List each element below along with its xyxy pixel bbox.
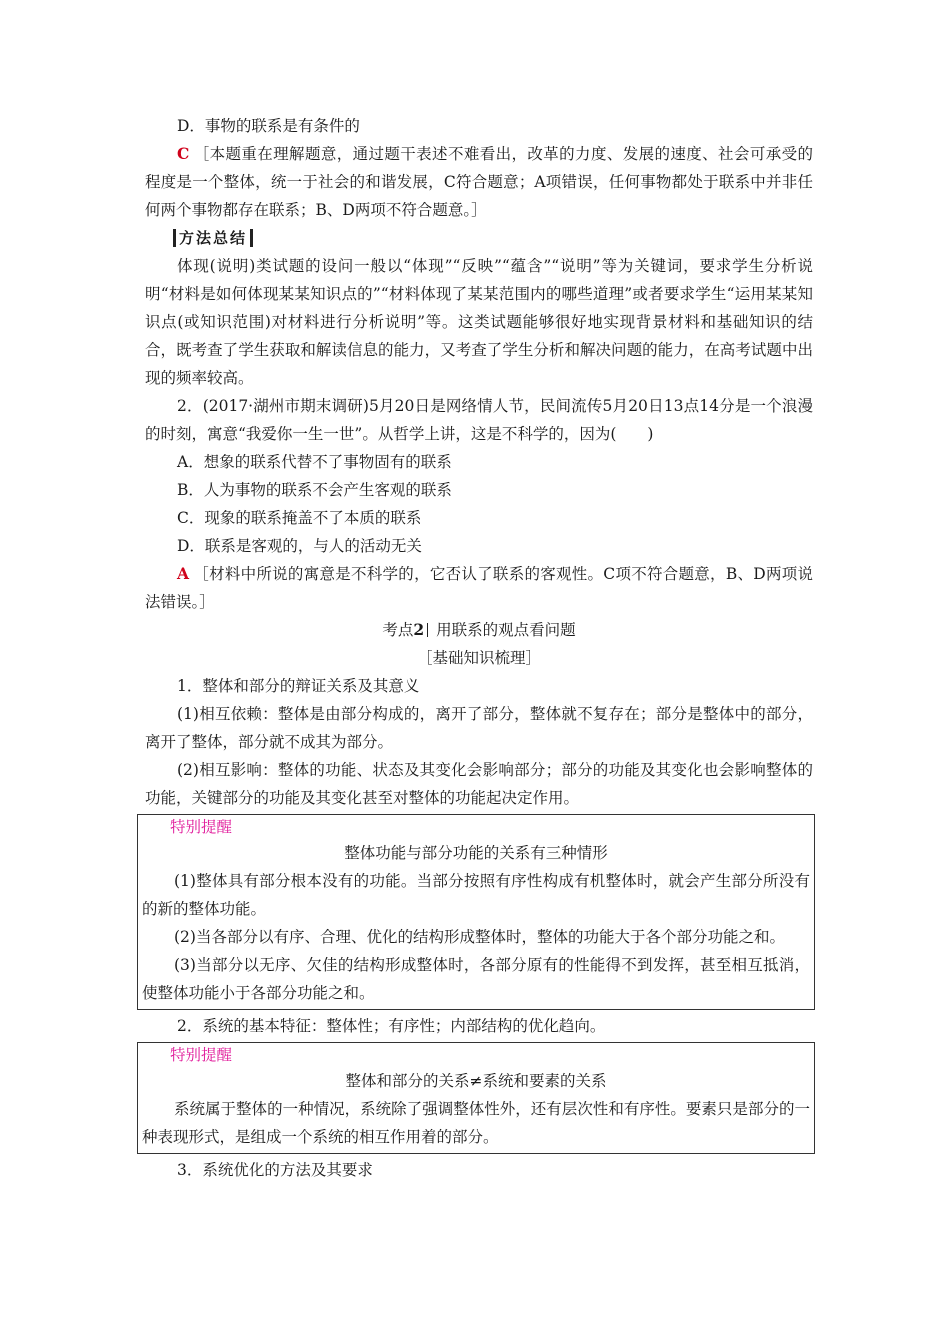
answer-letter: C bbox=[177, 144, 190, 163]
section-subtitle: ［基础知识梳理］ bbox=[416, 649, 541, 667]
answer-explanation-2 bbox=[145, 560, 813, 616]
method-summary-heading: 方法总结 bbox=[173, 229, 253, 247]
point-3: 3．系统优化的方法及其要求 bbox=[177, 1161, 373, 1179]
answer-explanation-1 bbox=[145, 140, 813, 224]
point-2: 2．系统的基本特征：整体性；有序性；内部结构的优化趋向。 bbox=[177, 1017, 606, 1035]
option-d: D．事物的联系是有条件的 bbox=[177, 117, 360, 135]
question-2-option-d: D．联系是客观的，与人的活动无关 bbox=[177, 537, 422, 555]
tip-label: 特别提醒 bbox=[170, 818, 233, 836]
tip-box-1 bbox=[137, 814, 815, 1010]
question-2-option-b: B．人为事物的联系不会产生客观的联系 bbox=[177, 481, 452, 499]
tip-item: (3)当部分以无序、欠佳的结构形成整体时，各部分原有的性能得不到发挥，甚至相互抵消，使整体功能小于各部分功能之和。 bbox=[142, 956, 810, 1002]
document-page bbox=[142, 112, 813, 1184]
section-number: 2 bbox=[413, 620, 425, 639]
question-2-stem: 2．(2017·湖州市期末调研)5月20日是网络情人节，民间流传5月20日13点14分是一个浪漫的时刻，寓意“我爱你一生一世”。从哲学上讲，这是不科学的，因为( ) bbox=[145, 397, 813, 443]
point-1-title: 1．整体和部分的辩证关系及其意义 bbox=[177, 677, 420, 695]
tip-box-2 bbox=[137, 1042, 815, 1154]
answer-text: ［材料中所说的寓意是不科学的，它否认了联系的客观性。C项不符合题意，B、D两项说法错误。］ bbox=[145, 565, 813, 611]
tip-text: 系统属于整体的一种情况，系统除了强调整体性外，还有层次性和有序性。要素只是部分的一种表现形式，是组成一个系统的相互作用着的部分。 bbox=[142, 1100, 810, 1146]
point-1-b: (2)相互影响：整体的功能、状态及其变化会影响部分；部分的功能及其变化也会影响整体的功能，关键部分的功能及其变化甚至对整体的功能起决定作用。 bbox=[145, 761, 813, 807]
tip-title: 整体和部分的关系≠系统和要素的关系 bbox=[345, 1072, 607, 1090]
tip-label: 特别提醒 bbox=[170, 1046, 233, 1064]
answer-letter: A bbox=[177, 564, 190, 583]
answer-text: ［本题重在理解题意，通过题干表述不难看出，改革的力度、发展的速度、社会可承受的程度是一个整体，统一于社会的和谐发展，C符合题意；A项错误，任何事物都处于联系中并非任何两个事物都存在联系；B、D两项不符合题意。］ bbox=[145, 145, 813, 219]
section-title: 用联系的观点看问题 bbox=[436, 621, 576, 639]
method-summary-text: 体现(说明)类试题的设问一般以“体现”“反映”“蕴含”“说明”等为关键词，要求学生分析说明“材料是如何体现某某知识点的”“材料体现了某某范围内的哪些道理”或者要求学生“运用某某知识点(或知识范围)对材料进行分析说明”等。这类试题能够很好地实现背景材料和基础知识的结合，既考查了学生获取和解读信息的能力，又考查了学生分析和解决问题的能力，在高考试题中出现的频率较高。 bbox=[145, 257, 813, 387]
question-2-option-c: C．现象的联系掩盖不了本质的联系 bbox=[177, 509, 422, 527]
section-prefix: 考点 bbox=[382, 621, 414, 639]
section-heading bbox=[145, 616, 813, 644]
tip-title: 整体功能与部分功能的关系有三种情形 bbox=[344, 844, 608, 862]
question-2-option-a: A．想象的联系代替不了事物固有的联系 bbox=[177, 453, 452, 471]
tip-item: (2)当各部分以有序、合理、优化的结构形成整体时，整体的功能大于各个部分功能之和。 bbox=[174, 928, 785, 946]
section-divider bbox=[427, 623, 428, 637]
point-1-a: (1)相互依赖：整体是由部分构成的，离开了部分，整体就不复存在；部分是整体中的部分，离开了整体，部分就不成其为部分。 bbox=[145, 705, 813, 751]
tip-item: (1)整体具有部分根本没有的功能。当部分按照有序性构成有机整体时，就会产生部分所没有的新的整体功能。 bbox=[142, 872, 810, 918]
